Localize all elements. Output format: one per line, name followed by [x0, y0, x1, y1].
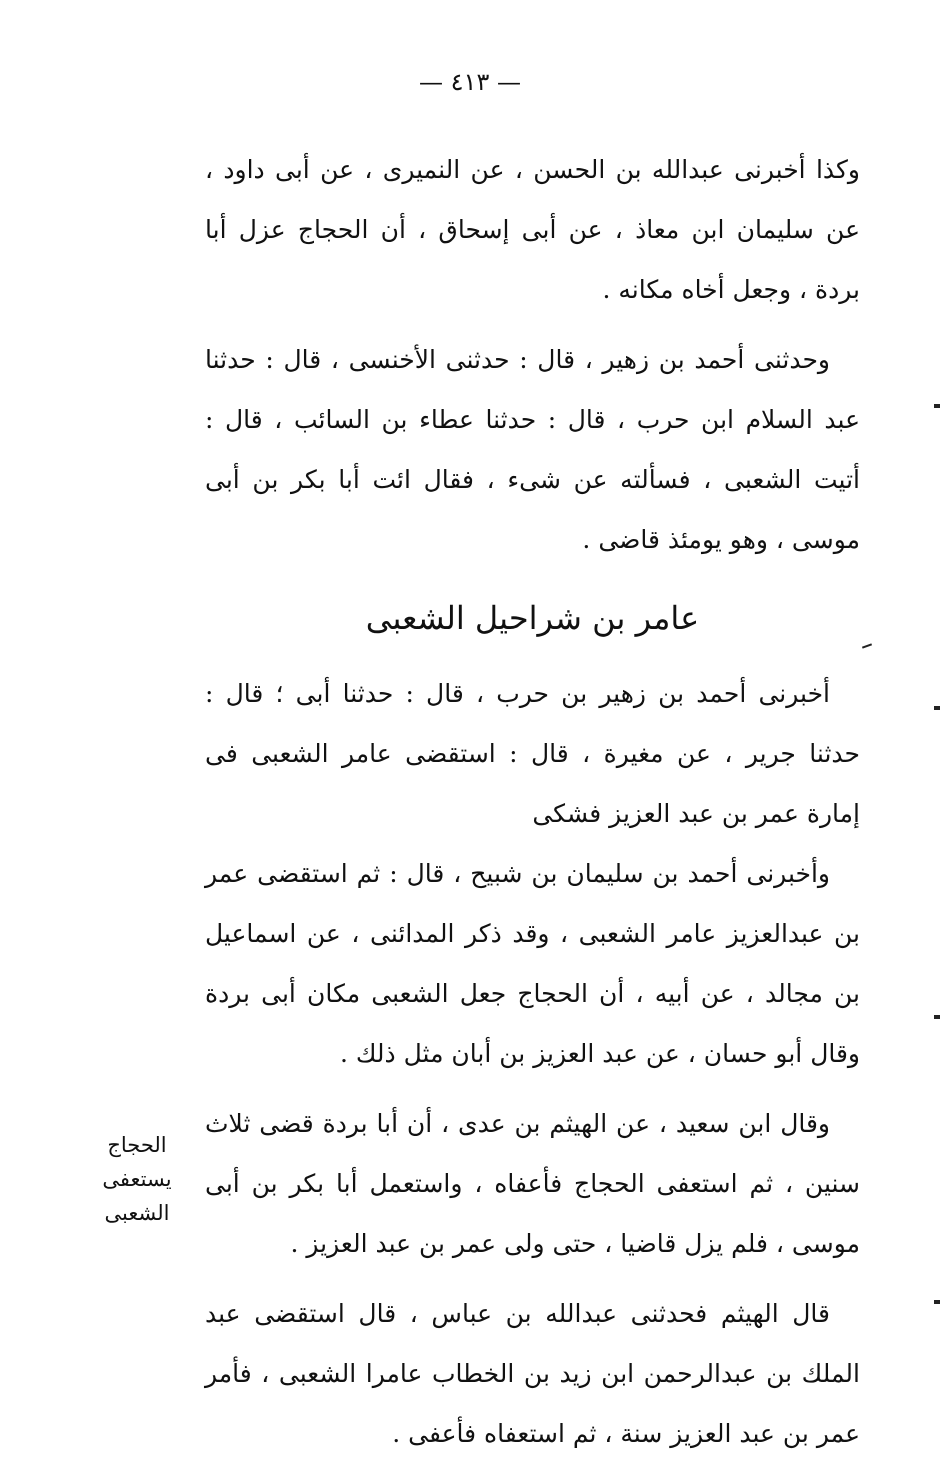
paragraph: وحدثنى أحمد بن زهير ، قال : حدثنى الأخنسى ، قال : حدثنا عبد السلام ابن حرب ، قال : حدثنا عطاء بن السائب ، قال : أتيت الشعبى ، فسألته عن شىء ، فقال ائت أبا بكر بن أبى موسى ، وهو يومئذ قاضى .: [205, 345, 860, 554]
edge-mark: [934, 706, 940, 710]
margin-note: [92, 1128, 182, 1230]
paragraph: وقال ابن سعيد ، عن الهيثم بن عدى ، أن أبا بردة قضى ثلاث سنين ، ثم استعفى الحجاج فأعفاه ، واستعمل أبا بكر بن أبى موسى ، فلم يزل قاضيا ، حتى ولى عمر بن عبد العزيز .: [205, 1109, 860, 1258]
paragraph: وكذا أخبرنى عبدالله بن الحسن ، عن النميرى ، عن أبى داود ، عن سليمان ابن معاذ ، عن أبى إسحاق ، أن الحجاج عزل أبا بردة ، وجعل أخاه مكانه .: [205, 155, 860, 304]
body-text: [205, 140, 860, 1464]
paragraph: قال الهيثم فحدثنى عبدالله بن عباس ، قال استقضى عبد الملك بن عبدالرحمن ابن زيد بن الخطاب عامرا الشعبى ، فأمر عمر بن عبد العزيز سنة ، ثم استعفاه فأعفى .: [205, 1299, 860, 1448]
margin-tick-mark: [862, 643, 872, 648]
page-number: — ٤١٣ —: [419, 68, 521, 96]
paragraph: وأخبرنى أحمد بن سليمان بن شبيح ، قال : ثم استقضى عمر بن عبدالعزيز عامر الشعبى ، وقد ذكر المدائنى ، عن اسماعيل بن مجالد ، عن أبيه ، أن الحجاج جعل الشعبى مكان أبى بردة وقال أبو حسان ، عن عبد العزيز بن أبان مثل ذلك .: [205, 859, 860, 1068]
paragraph: أخبرنى أحمد بن زهير بن حرب ، قال : حدثنا أبى ؛ قال : حدثنا جرير ، عن مغيرة ، قال : استقضى عامر الشعبى فى إمارة عمر بن عبد العزيز فشكى: [205, 679, 860, 828]
section-title: عامر بن شراحيل الشعبى: [365, 599, 700, 637]
edge-mark: [934, 1015, 940, 1019]
margin-note-line: الحجاج: [107, 1133, 167, 1157]
edge-mark: [934, 1300, 940, 1304]
edge-mark: [934, 404, 940, 408]
margin-note-line: يستعفى: [102, 1167, 172, 1191]
margin-note-line: الشعبى: [104, 1201, 170, 1225]
